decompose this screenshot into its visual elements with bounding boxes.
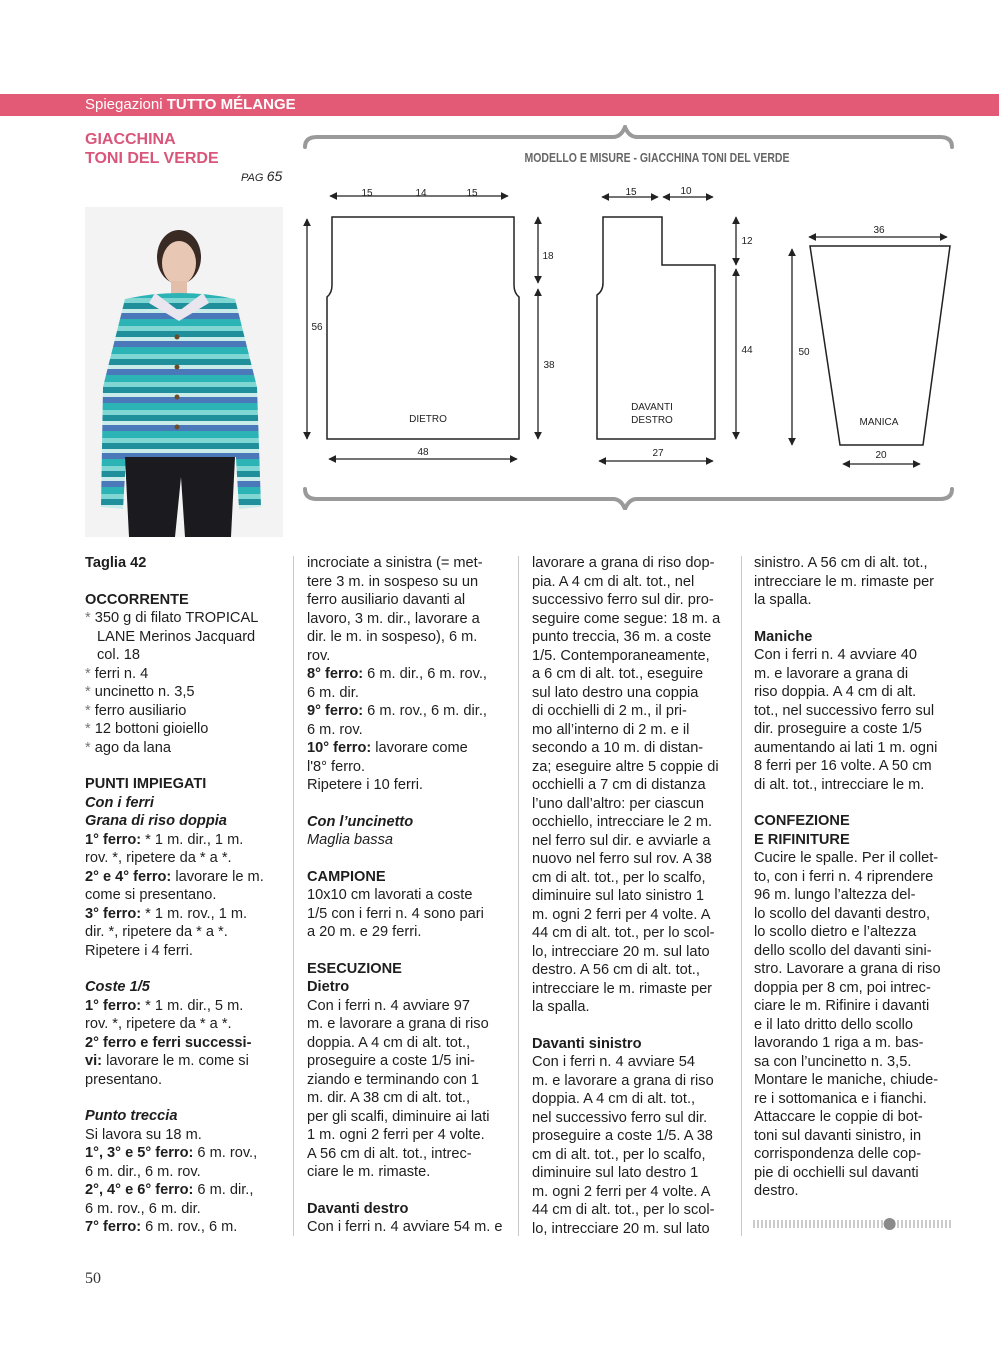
text-line: sa con l’uncinetto n. 3,5. bbox=[754, 1053, 912, 1070]
text-line: m. ogni 2 ferri per 4 volte. A bbox=[532, 906, 711, 923]
text-line: proseguire a coste 1/5. A 38 bbox=[532, 1128, 713, 1144]
text-line: lavoro, 3 m. dir., lavorare a bbox=[307, 610, 480, 627]
text-line: Con i ferri n. 4 avviare 97 bbox=[307, 997, 471, 1014]
stitches-heading: PUNTI IMPIEGATI bbox=[85, 776, 207, 792]
text-line: ciare le m. rimaste. bbox=[307, 1164, 431, 1180]
text-line: ziando e terminando con 1 bbox=[307, 1071, 479, 1088]
text-line: diminuire sul lato sinistro 1 bbox=[532, 888, 704, 904]
text-line: presentano. bbox=[85, 1071, 163, 1088]
finishing-heading: E RIFINITURE bbox=[754, 831, 850, 848]
text-line: lavorare a grana di riso dop- bbox=[532, 555, 715, 571]
column-divider bbox=[741, 556, 742, 1236]
text-line: di occhielli di 2 m., il pri- bbox=[532, 703, 687, 719]
top-brace bbox=[305, 127, 952, 147]
text-line: A 56 cm di alt. tot., intrec- bbox=[307, 1145, 472, 1162]
text-line: intrecciare le m. rimaste per bbox=[754, 573, 935, 590]
text-line: 1/5 con i ferri n. 4 sono pari bbox=[307, 905, 484, 922]
text-line: corrispondenza delle cop- bbox=[754, 1146, 922, 1162]
subheading: Con i ferri bbox=[85, 794, 154, 811]
header-prefix: Spiegazioni bbox=[85, 96, 163, 113]
text-line: successivo ferro sul dir. pro- bbox=[532, 592, 714, 608]
text-line: Con i ferri n. 4 avviare 54 m. e bbox=[307, 1219, 503, 1235]
text-line: 2° ferro e ferri successi- bbox=[85, 1034, 252, 1051]
text-line: m. ogni 2 ferri per 4 volte. A bbox=[532, 1183, 711, 1200]
text-line: pia. A 4 cm di alt. tot., nel bbox=[532, 573, 695, 590]
text-line: doppia. A 4 cm di alt. tot., bbox=[532, 1091, 696, 1107]
text-line: to, con i ferri n. 4 riprendere bbox=[754, 868, 934, 885]
text-line: lo scollo del davanti destro, bbox=[754, 905, 931, 922]
page-ref-label: PAG bbox=[241, 172, 264, 184]
text-line: e il lato dritto dello scollo bbox=[754, 1016, 913, 1033]
text-line: secondo a 10 m. di distan- bbox=[532, 740, 704, 756]
svg-text:20: 20 bbox=[875, 450, 887, 461]
text-line: rov. bbox=[307, 647, 331, 664]
text-line: 7° ferro: 6 m. rov., 6 m. bbox=[85, 1219, 238, 1235]
list-item: * uncinetto n. 3,5 bbox=[85, 684, 195, 700]
text-line: l’uno dall’altro: per ciascun bbox=[532, 795, 704, 812]
list-item: * ago da lana bbox=[85, 739, 172, 756]
front-piece bbox=[597, 186, 753, 461]
reading-progress-indicator bbox=[752, 1217, 952, 1231]
svg-text:DESTRO: DESTRO bbox=[631, 415, 673, 426]
text-line: destro. A 56 cm di alt. tot., bbox=[532, 962, 700, 978]
svg-text:38: 38 bbox=[543, 360, 555, 371]
text-line: 2°, 4° e 6° ferro: 6 m. dir., bbox=[85, 1182, 254, 1198]
text-line: dello scollo del davanti sini- bbox=[754, 942, 932, 959]
text-line: a 20 m. e 29 ferri. bbox=[307, 924, 422, 940]
list-item: * ferri n. 4 bbox=[85, 665, 149, 682]
finishing-heading: CONFEZIONE bbox=[754, 813, 850, 829]
text-line: Con i ferri n. 4 avviare 40 bbox=[754, 647, 918, 663]
text-line: 2° e 4° ferro: lavorare le m. bbox=[85, 868, 264, 885]
svg-text:DIETRO: DIETRO bbox=[409, 414, 447, 425]
svg-text:36: 36 bbox=[873, 225, 885, 236]
sleeve-piece bbox=[792, 225, 950, 464]
text-line: dir. le m. in sospeso), 6 m. bbox=[307, 629, 478, 645]
text-line: occhielli a 7 cm di distanza bbox=[532, 777, 706, 793]
svg-text:18: 18 bbox=[542, 251, 554, 262]
text-line: lo, intrecciare 20 m. sul lato bbox=[532, 1220, 710, 1237]
text-line: ferro ausiliario davanti al bbox=[307, 592, 466, 608]
text-line: dir. proseguire a coste 1/5 bbox=[754, 721, 922, 737]
text-column-3 bbox=[532, 554, 732, 1238]
text-line: m. e lavorare a grana di riso bbox=[532, 1072, 714, 1089]
text-line: re i sottomanica e i fianchi. bbox=[754, 1090, 927, 1107]
text-line: destro. bbox=[754, 1183, 799, 1199]
progress-ticks bbox=[754, 1220, 950, 1228]
text-line: lo, intrecciare 20 m. sul lato bbox=[532, 943, 710, 960]
gauge-heading: CAMPIONE bbox=[307, 868, 386, 885]
text-line: nuovo nel ferro sul rov. A 38 bbox=[532, 851, 712, 867]
text-line: za; eseguire altre 5 coppie di bbox=[532, 758, 719, 775]
text-line: doppia. A 4 cm di alt. tot., bbox=[307, 1034, 471, 1051]
text-line: la spalla. bbox=[754, 592, 812, 608]
text-line: Ripetere i 4 ferri. bbox=[85, 942, 193, 959]
text-line: vi: lavorare le m. come si bbox=[85, 1053, 249, 1069]
text-line: 10° ferro: lavorare come bbox=[307, 740, 468, 756]
text-line: di alt. tot., intrecciare le m. bbox=[754, 776, 925, 793]
text-line: 6 m. dir. bbox=[307, 684, 359, 701]
text-column-2 bbox=[307, 554, 507, 1237]
svg-text:50: 50 bbox=[798, 347, 810, 358]
text-line: m. e lavorare a grana di bbox=[754, 665, 909, 682]
progress-knob bbox=[884, 1218, 896, 1230]
text-line: proseguire a coste 1/5 ini- bbox=[307, 1053, 475, 1069]
text-line: intrecciare le m. rimaste per bbox=[532, 980, 713, 997]
text-line: punto treccia, 36 m. a coste bbox=[532, 629, 712, 645]
text-line: riso doppia. A 4 cm di alt. bbox=[754, 684, 917, 700]
text-line: pie di occhielli sul davanti bbox=[754, 1164, 919, 1181]
running-header bbox=[85, 96, 296, 114]
text-line: m. e lavorare a grana di riso bbox=[307, 1016, 489, 1032]
text-line: tere 3 m. in sospeso su un bbox=[307, 573, 479, 590]
text-line: Ripetere i 10 ferri. bbox=[307, 777, 423, 793]
text-line: aumentando ai lati 1 m. ogni bbox=[754, 739, 938, 756]
text-line: dir. *, ripetere da * a *. bbox=[85, 924, 228, 940]
text-line: 1°, 3° e 5° ferro: 6 m. rov., bbox=[85, 1145, 258, 1161]
page-ref-number: 65 bbox=[266, 168, 283, 184]
subheading: Con l’uncinetto bbox=[307, 813, 414, 830]
model-photo bbox=[85, 207, 283, 537]
text-line: 9° ferro: 6 m. rov., 6 m. dir., bbox=[307, 703, 487, 719]
title-line-2: TONI DEL VERDE bbox=[85, 150, 219, 167]
text-line: l'8° ferro. bbox=[307, 758, 366, 775]
subheading: Punto treccia bbox=[85, 1108, 178, 1124]
svg-text:56: 56 bbox=[311, 322, 323, 333]
text-line: ciare le m. Rifinire i davanti bbox=[754, 998, 930, 1014]
subheading: Davanti sinistro bbox=[532, 1035, 642, 1052]
text-line: Si lavora su 18 m. bbox=[85, 1126, 202, 1143]
svg-text:12: 12 bbox=[741, 236, 753, 247]
size-heading: Taglia 42 bbox=[85, 555, 147, 571]
list-item: * ferro ausiliario bbox=[85, 702, 187, 719]
text-line: per gli scalfi, diminuire ai lati bbox=[307, 1108, 490, 1125]
text-line: 44 cm di alt. tot., per lo scol- bbox=[532, 1202, 715, 1218]
text-line: doppia per 8 cm, poi intrec- bbox=[754, 979, 931, 996]
page-reference bbox=[241, 168, 282, 184]
text-line: 44 cm di alt. tot., per lo scol- bbox=[532, 925, 715, 941]
text-line: rov. *, ripetere da * a *. bbox=[85, 1016, 232, 1032]
text-line: Con i ferri n. 4 avviare 54 bbox=[532, 1054, 696, 1070]
text-line: Cucire le spalle. Per il collet- bbox=[754, 850, 939, 866]
text-line: 10x10 cm lavorati a coste bbox=[307, 887, 473, 903]
text-line: cm di alt. tot., per lo scalfo, bbox=[532, 1146, 706, 1163]
svg-text:10: 10 bbox=[680, 186, 692, 197]
text-line: toni sul davanti sinistro, in bbox=[754, 1127, 922, 1144]
list-item: * 350 g di filato TROPICAL bbox=[85, 610, 259, 626]
subheading: Davanti destro bbox=[307, 1200, 409, 1217]
text-line: stro. Lavorare a grana di riso bbox=[754, 961, 941, 977]
text-line: cm di alt. tot., per lo scalfo, bbox=[532, 869, 706, 886]
execution-heading: ESECUZIONE bbox=[307, 960, 402, 977]
back-piece bbox=[307, 188, 555, 459]
title-line-1: GIACCHINA bbox=[85, 131, 176, 148]
text-line: 1° ferro: * 1 m. dir., 5 m. bbox=[85, 997, 244, 1014]
text-line: Maglia bassa bbox=[307, 832, 393, 848]
svg-text:15: 15 bbox=[466, 188, 478, 199]
text-line: 3° ferro: * 1 m. rov., 1 m. bbox=[85, 905, 248, 922]
header-section: TUTTO MÉLANGE bbox=[166, 96, 296, 113]
subheading: Coste 1/5 bbox=[85, 979, 150, 995]
subheading: Grana di riso doppia bbox=[85, 813, 227, 829]
page-number: 50 bbox=[85, 1270, 101, 1287]
text-line: 1° ferro: * 1 m. dir., 1 m. bbox=[85, 831, 244, 848]
text-line: 1/5. Contemporaneamente, bbox=[532, 647, 710, 664]
text-line: lo scollo dietro e l’altezza bbox=[754, 924, 917, 940]
text-line: Montare le maniche, chiude- bbox=[754, 1072, 939, 1088]
text-line: m. dir. A 38 cm di alt. tot., bbox=[307, 1090, 471, 1106]
svg-text:48: 48 bbox=[417, 447, 429, 458]
text-line: mo all’interno di 2 m. e il bbox=[532, 721, 690, 738]
svg-text:15: 15 bbox=[361, 188, 373, 199]
svg-text:MANICA: MANICA bbox=[859, 417, 899, 428]
text-line: nel ferro sul dir. e avviarle a bbox=[532, 832, 711, 849]
text-line: 6 m. rov. bbox=[307, 721, 363, 738]
text-column-1 bbox=[85, 554, 283, 1237]
svg-text:27: 27 bbox=[652, 448, 664, 459]
text-line: 8° ferro: 6 m. dir., 6 m. rov., bbox=[307, 666, 487, 682]
text-line: Attaccare le coppie di bot- bbox=[754, 1109, 923, 1125]
text-line: a 6 cm di alt. tot., eseguire bbox=[532, 666, 704, 682]
pattern-diagram bbox=[295, 125, 955, 510]
text-line: 96 m. lungo l’altezza del- bbox=[754, 887, 916, 903]
text-line: 6 m. dir., 6 m. rov. bbox=[85, 1163, 201, 1180]
subheading: Dietro bbox=[307, 979, 350, 995]
svg-text:DAVANTI: DAVANTI bbox=[631, 402, 673, 413]
column-divider bbox=[518, 556, 519, 1236]
text-line: la spalla. bbox=[532, 999, 590, 1015]
text-line: come si presentano. bbox=[85, 887, 217, 903]
list-item: * 12 bottoni gioiello bbox=[85, 721, 209, 737]
text-line: sinistro. A 56 cm di alt. tot., bbox=[754, 555, 928, 571]
text-line: nel successivo ferro sul dir. bbox=[532, 1109, 708, 1126]
subheading: Maniche bbox=[754, 628, 813, 645]
list-item-cont: col. 18 bbox=[97, 647, 140, 663]
text-column-4 bbox=[754, 554, 954, 1201]
text-line: 8 ferri per 16 volte. A 50 cm bbox=[754, 758, 932, 774]
list-item-cont: LANE Merinos Jacquard bbox=[97, 628, 256, 645]
svg-text:14: 14 bbox=[415, 188, 427, 199]
svg-text:44: 44 bbox=[741, 345, 753, 356]
text-line: incrociate a sinistra (= met- bbox=[307, 555, 483, 571]
text-line: occhiello, intrecciare le 2 m. bbox=[532, 814, 713, 830]
text-line: diminuire sul lato destro 1 bbox=[532, 1165, 699, 1181]
text-line: seguire come segue: 18 m. a bbox=[532, 610, 721, 627]
bottom-brace bbox=[305, 489, 952, 509]
text-line: 6 m. rov., 6 m. dir. bbox=[85, 1200, 201, 1217]
text-line: sul lato destro una coppia bbox=[532, 684, 699, 701]
text-line: rov. *, ripetere da * a *. bbox=[85, 850, 232, 866]
diagram-title: MODELLO E MISURE - GIACCHINA TONI DEL VERDE bbox=[524, 150, 790, 165]
pattern-title bbox=[85, 130, 219, 168]
svg-text:15: 15 bbox=[625, 187, 637, 198]
column-divider bbox=[293, 556, 294, 1236]
text-line: tot., nel successivo ferro sul bbox=[754, 702, 935, 719]
text-line: 1 m. ogni 2 ferri per 4 volte. bbox=[307, 1127, 485, 1143]
text-line: lavorando 1 riga a m. bas- bbox=[754, 1035, 924, 1051]
materials-heading: OCCORRENTE bbox=[85, 591, 189, 608]
